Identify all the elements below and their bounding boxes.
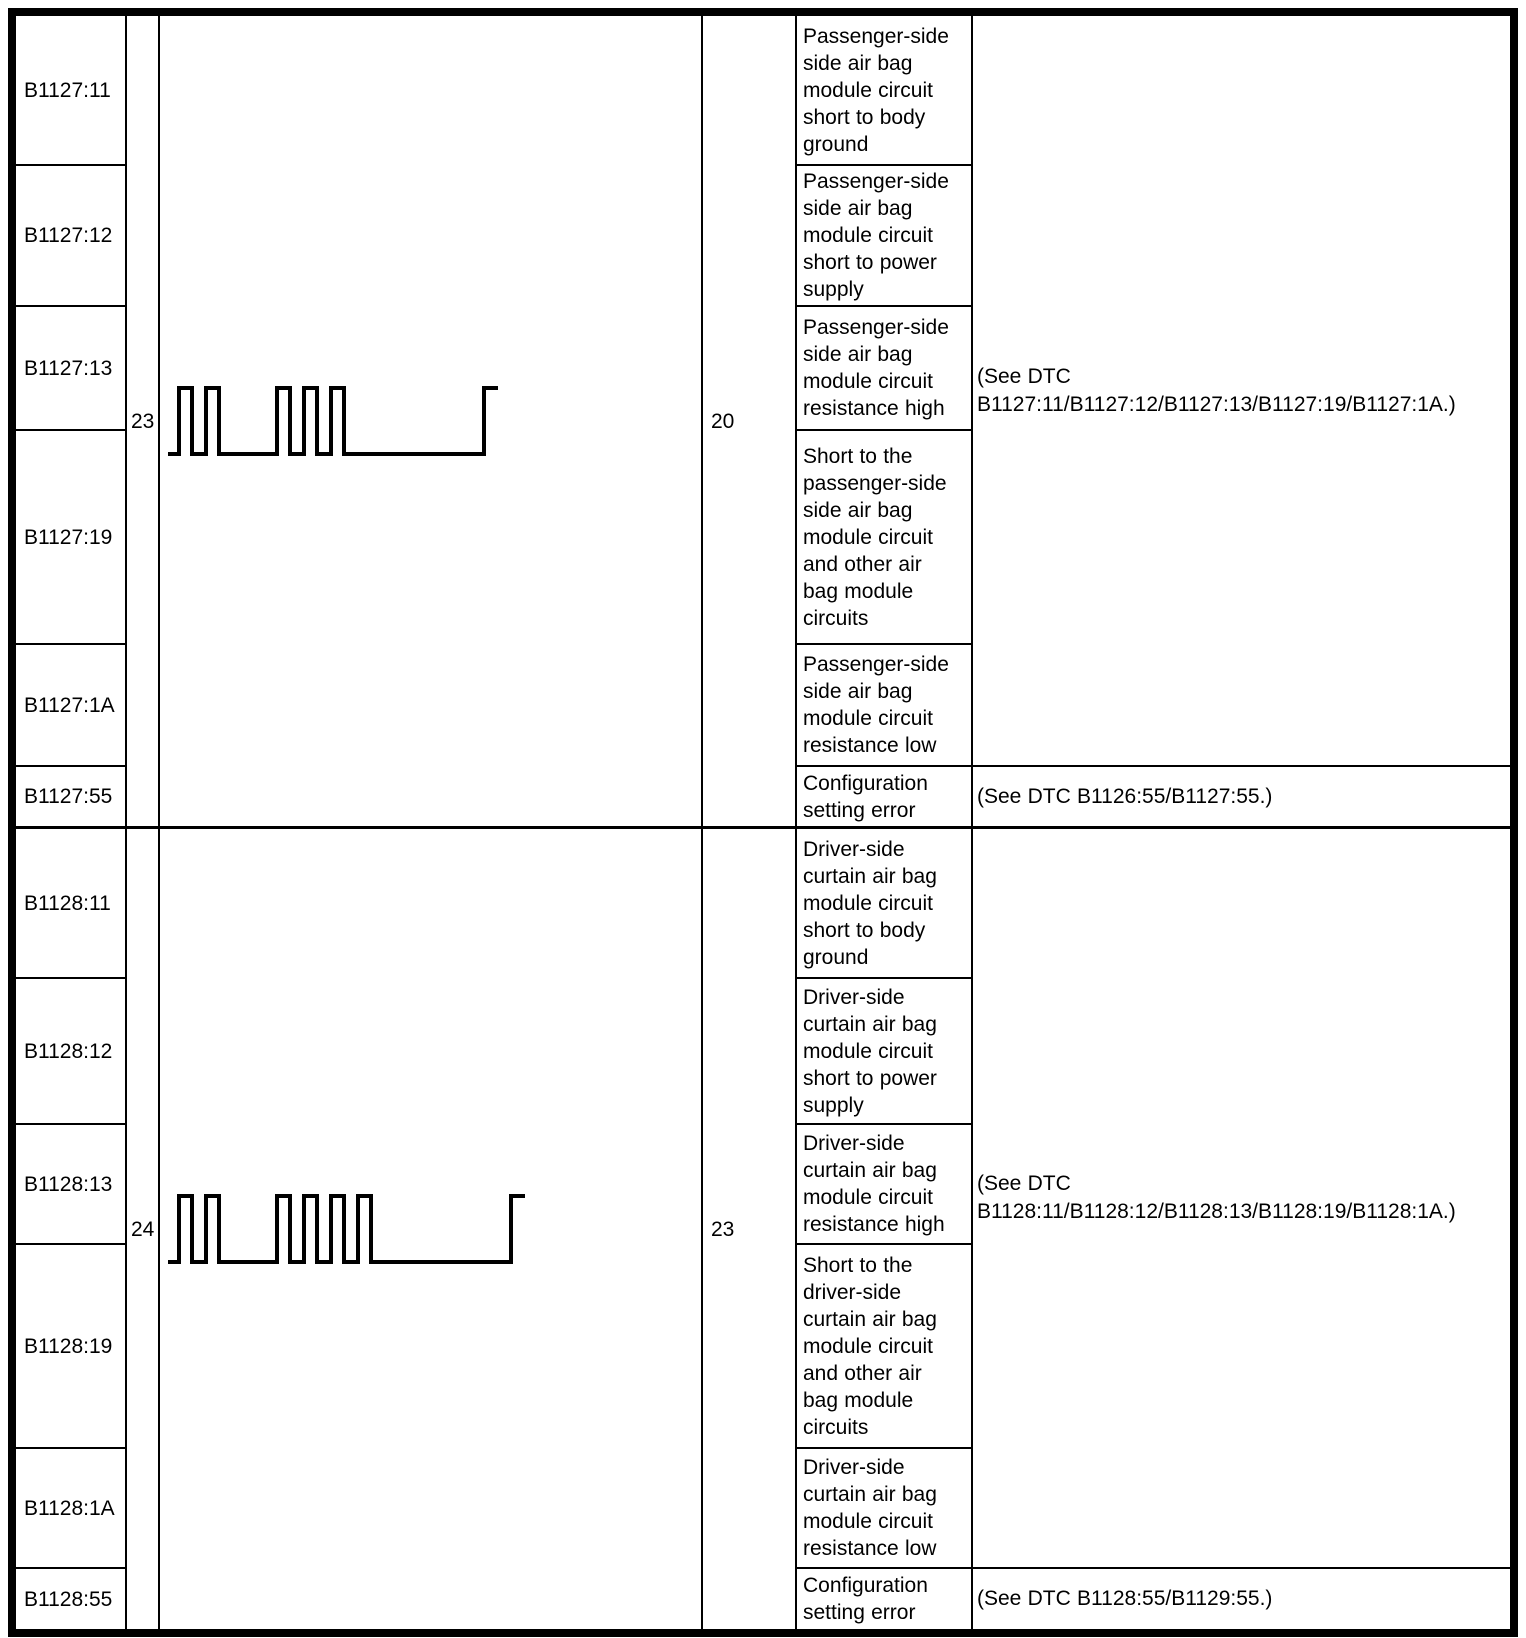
description-cell: Driver-side curtain air bag module circuit short to body ground <box>797 829 973 979</box>
description-cell: Configuration setting error <box>797 767 973 829</box>
description-cell: Passenger-side side air bag module circuit resistance low <box>797 645 973 767</box>
reference-cell: (See DTC B1128:11/B1128:12/B1128:13/B1128:19/B1128:1A.) <box>973 829 1510 1569</box>
dtc-code-cell: B1127:55 <box>16 767 127 829</box>
description-cell: Driver-side curtain air bag module circuit resistance low <box>797 1449 973 1569</box>
waveform-cell <box>160 829 703 1629</box>
description-cell: Driver-side curtain air bag module circuit short to power supply <box>797 979 973 1125</box>
dtc-code-cell: B1128:1A <box>16 1449 127 1569</box>
reference-cell: (See DTC B1127:11/B1127:12/B1127:13/B1127:19/B1127:1A.) <box>973 16 1510 767</box>
fault-code-cell: 23 <box>703 829 797 1629</box>
description-cell: Short to the driver-side curtain air bag module circuit and other air bag module circuits <box>797 1245 973 1449</box>
flash-pattern-waveform <box>163 384 703 458</box>
fault-code-cell: 20 <box>703 16 797 829</box>
dtc-code-cell: B1127:12 <box>16 166 127 307</box>
description-cell: Configuration setting error <box>797 1569 973 1629</box>
table-row <box>16 829 1510 979</box>
reference-cell: (See DTC B1128:55/B1129:55.) <box>977 1587 1273 1610</box>
dtc-code-cell: B1128:55 <box>16 1569 127 1629</box>
description-cell: Short to the passenger-side side air bag module circuit and other air bag module circuits <box>797 431 973 645</box>
flash-pattern-waveform <box>163 1192 703 1266</box>
reference-cell: (See DTC B1126:55/B1127:55.) <box>973 767 1510 829</box>
description-cell: Passenger-side side air bag module circuit short to power supply <box>797 166 973 307</box>
dtc-code-cell: B1128:11 <box>16 829 127 979</box>
description-cell: Driver-side curtain air bag module circuit resistance high <box>797 1125 973 1245</box>
flash-code-cell: 24 <box>127 829 160 1629</box>
dtc-code-cell: B1127:11 <box>16 16 127 166</box>
dtc-code-cell: B1127:19 <box>16 431 127 645</box>
dtc-code-cell: B1127:1A <box>16 645 127 767</box>
dtc-code-cell: B1127:13 <box>16 307 127 431</box>
dtc-code-cell: B1128:12 <box>16 979 127 1125</box>
dtc-code-cell: B1128:19 <box>16 1245 127 1449</box>
description-cell: Passenger-side side air bag module circuit short to body ground <box>797 16 973 166</box>
waveform-cell <box>160 16 703 829</box>
table-row <box>16 16 1510 166</box>
flash-code-cell: 23 <box>127 16 160 829</box>
dtc-code-cell: B1128:13 <box>16 1125 127 1245</box>
dtc-table <box>8 8 1518 1637</box>
description-cell: Passenger-side side air bag module circuit resistance high <box>797 307 973 431</box>
